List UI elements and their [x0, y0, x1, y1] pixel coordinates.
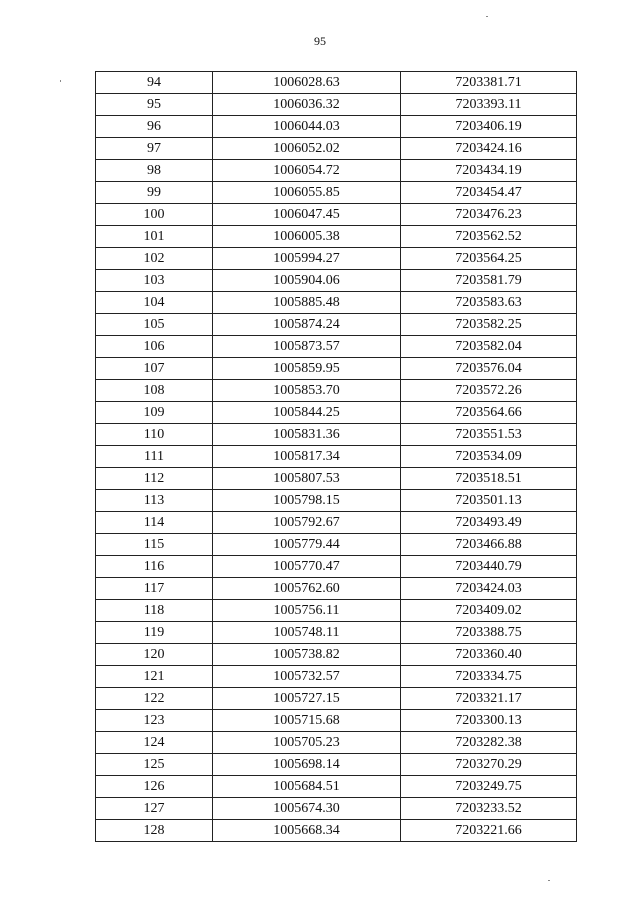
- point-number-cell: 115: [96, 534, 213, 556]
- x-coordinate-cell: 1006005.38: [213, 226, 401, 248]
- table-row: [96, 204, 577, 226]
- x-coordinate-cell: 1005684.51: [213, 776, 401, 798]
- x-coordinate-cell: 1005727.15: [213, 688, 401, 710]
- y-coordinate-cell: 7203249.75: [401, 776, 577, 798]
- point-number-cell: 101: [96, 226, 213, 248]
- point-number-cell: 102: [96, 248, 213, 270]
- point-number-cell: 94: [96, 72, 213, 94]
- table-row: [96, 644, 577, 666]
- y-coordinate-cell: 7203440.79: [401, 556, 577, 578]
- x-coordinate-cell: 1005874.24: [213, 314, 401, 336]
- x-coordinate-cell: 1005715.68: [213, 710, 401, 732]
- point-number-cell: 113: [96, 490, 213, 512]
- point-number-cell: 123: [96, 710, 213, 732]
- table-row: [96, 314, 577, 336]
- y-coordinate-cell: 7203582.25: [401, 314, 577, 336]
- y-coordinate-cell: 7203564.25: [401, 248, 577, 270]
- point-number-cell: 128: [96, 820, 213, 842]
- table-row: [96, 468, 577, 490]
- y-coordinate-cell: 7203501.13: [401, 490, 577, 512]
- point-number-cell: 127: [96, 798, 213, 820]
- x-coordinate-cell: 1006028.63: [213, 72, 401, 94]
- scan-speck: [486, 16, 488, 17]
- table-row: [96, 820, 577, 842]
- y-coordinate-cell: 7203321.17: [401, 688, 577, 710]
- x-coordinate-cell: 1005762.60: [213, 578, 401, 600]
- table-row: [96, 226, 577, 248]
- point-number-cell: 106: [96, 336, 213, 358]
- table-row: [96, 446, 577, 468]
- point-number-cell: 117: [96, 578, 213, 600]
- x-coordinate-cell: 1005994.27: [213, 248, 401, 270]
- y-coordinate-cell: 7203476.23: [401, 204, 577, 226]
- x-coordinate-cell: 1005779.44: [213, 534, 401, 556]
- table-row: [96, 94, 577, 116]
- y-coordinate-cell: 7203406.19: [401, 116, 577, 138]
- y-coordinate-cell: 7203551.53: [401, 424, 577, 446]
- point-number-cell: 124: [96, 732, 213, 754]
- y-coordinate-cell: 7203270.29: [401, 754, 577, 776]
- point-number-cell: 95: [96, 94, 213, 116]
- point-number-cell: 126: [96, 776, 213, 798]
- x-coordinate-cell: 1005904.06: [213, 270, 401, 292]
- x-coordinate-cell: 1005705.23: [213, 732, 401, 754]
- point-number-cell: 119: [96, 622, 213, 644]
- y-coordinate-cell: 7203424.16: [401, 138, 577, 160]
- y-coordinate-cell: 7203409.02: [401, 600, 577, 622]
- y-coordinate-cell: 7203564.66: [401, 402, 577, 424]
- point-number-cell: 98: [96, 160, 213, 182]
- point-number-cell: 122: [96, 688, 213, 710]
- y-coordinate-cell: 7203582.04: [401, 336, 577, 358]
- x-coordinate-cell: 1006052.02: [213, 138, 401, 160]
- x-coordinate-cell: 1005674.30: [213, 798, 401, 820]
- y-coordinate-cell: 7203581.79: [401, 270, 577, 292]
- y-coordinate-cell: 7203388.75: [401, 622, 577, 644]
- point-number-cell: 120: [96, 644, 213, 666]
- table-row: [96, 402, 577, 424]
- table-row: [96, 622, 577, 644]
- x-coordinate-cell: 1005698.14: [213, 754, 401, 776]
- x-coordinate-cell: 1005859.95: [213, 358, 401, 380]
- point-number-cell: 97: [96, 138, 213, 160]
- y-coordinate-cell: 7203466.88: [401, 534, 577, 556]
- y-coordinate-cell: 7203518.51: [401, 468, 577, 490]
- table-row: [96, 666, 577, 688]
- point-number-cell: 111: [96, 446, 213, 468]
- table-row: [96, 336, 577, 358]
- table-row: [96, 600, 577, 622]
- x-coordinate-cell: 1005792.67: [213, 512, 401, 534]
- table-row: [96, 776, 577, 798]
- point-number-cell: 107: [96, 358, 213, 380]
- x-coordinate-cell: 1005844.25: [213, 402, 401, 424]
- table-row: [96, 490, 577, 512]
- x-coordinate-cell: 1005798.15: [213, 490, 401, 512]
- x-coordinate-cell: 1006055.85: [213, 182, 401, 204]
- y-coordinate-cell: 7203576.04: [401, 358, 577, 380]
- y-coordinate-cell: 7203360.40: [401, 644, 577, 666]
- x-coordinate-cell: 1005873.57: [213, 336, 401, 358]
- y-coordinate-cell: 7203534.09: [401, 446, 577, 468]
- point-number-cell: 112: [96, 468, 213, 490]
- point-number-cell: 114: [96, 512, 213, 534]
- page-number: 95: [314, 34, 326, 48]
- table-row: [96, 358, 577, 380]
- x-coordinate-cell: 1005807.53: [213, 468, 401, 490]
- table-row: [96, 556, 577, 578]
- y-coordinate-cell: 7203381.71: [401, 72, 577, 94]
- coordinate-table: [95, 71, 577, 842]
- table-row: [96, 380, 577, 402]
- table-row: [96, 512, 577, 534]
- y-coordinate-cell: 7203300.13: [401, 710, 577, 732]
- scan-speck: [60, 80, 61, 82]
- x-coordinate-cell: 1006047.45: [213, 204, 401, 226]
- point-number-cell: 100: [96, 204, 213, 226]
- y-coordinate-cell: 7203282.38: [401, 732, 577, 754]
- x-coordinate-cell: 1005738.82: [213, 644, 401, 666]
- x-coordinate-cell: 1005831.36: [213, 424, 401, 446]
- x-coordinate-cell: 1006036.32: [213, 94, 401, 116]
- point-number-cell: 99: [96, 182, 213, 204]
- x-coordinate-cell: 1005817.34: [213, 446, 401, 468]
- table-row: [96, 292, 577, 314]
- table-row: [96, 72, 577, 94]
- table-row: [96, 534, 577, 556]
- table-row: [96, 732, 577, 754]
- scan-speck: [548, 880, 550, 881]
- point-number-cell: 109: [96, 402, 213, 424]
- table-row: [96, 270, 577, 292]
- x-coordinate-cell: 1005853.70: [213, 380, 401, 402]
- y-coordinate-cell: 7203493.49: [401, 512, 577, 534]
- point-number-cell: 116: [96, 556, 213, 578]
- coordinate-table-body: [96, 72, 577, 842]
- point-number-cell: 104: [96, 292, 213, 314]
- point-number-cell: 96: [96, 116, 213, 138]
- table-row: [96, 138, 577, 160]
- x-coordinate-cell: 1006044.03: [213, 116, 401, 138]
- y-coordinate-cell: 7203221.66: [401, 820, 577, 842]
- point-number-cell: 105: [96, 314, 213, 336]
- table-row: [96, 688, 577, 710]
- x-coordinate-cell: 1005756.11: [213, 600, 401, 622]
- y-coordinate-cell: 7203583.63: [401, 292, 577, 314]
- y-coordinate-cell: 7203454.47: [401, 182, 577, 204]
- point-number-cell: 103: [96, 270, 213, 292]
- x-coordinate-cell: 1005748.11: [213, 622, 401, 644]
- table-row: [96, 798, 577, 820]
- x-coordinate-cell: 1005770.47: [213, 556, 401, 578]
- x-coordinate-cell: 1005668.34: [213, 820, 401, 842]
- table-row: [96, 116, 577, 138]
- y-coordinate-cell: 7203434.19: [401, 160, 577, 182]
- point-number-cell: 125: [96, 754, 213, 776]
- table-row: [96, 182, 577, 204]
- y-coordinate-cell: 7203562.52: [401, 226, 577, 248]
- y-coordinate-cell: 7203334.75: [401, 666, 577, 688]
- y-coordinate-cell: 7203233.52: [401, 798, 577, 820]
- y-coordinate-cell: 7203393.11: [401, 94, 577, 116]
- table-row: [96, 578, 577, 600]
- point-number-cell: 118: [96, 600, 213, 622]
- y-coordinate-cell: 7203424.03: [401, 578, 577, 600]
- table-row: [96, 160, 577, 182]
- table-row: [96, 710, 577, 732]
- table-row: [96, 248, 577, 270]
- point-number-cell: 110: [96, 424, 213, 446]
- y-coordinate-cell: 7203572.26: [401, 380, 577, 402]
- x-coordinate-cell: 1005732.57: [213, 666, 401, 688]
- x-coordinate-cell: 1006054.72: [213, 160, 401, 182]
- table-row: [96, 754, 577, 776]
- x-coordinate-cell: 1005885.48: [213, 292, 401, 314]
- table-row: [96, 424, 577, 446]
- point-number-cell: 121: [96, 666, 213, 688]
- point-number-cell: 108: [96, 380, 213, 402]
